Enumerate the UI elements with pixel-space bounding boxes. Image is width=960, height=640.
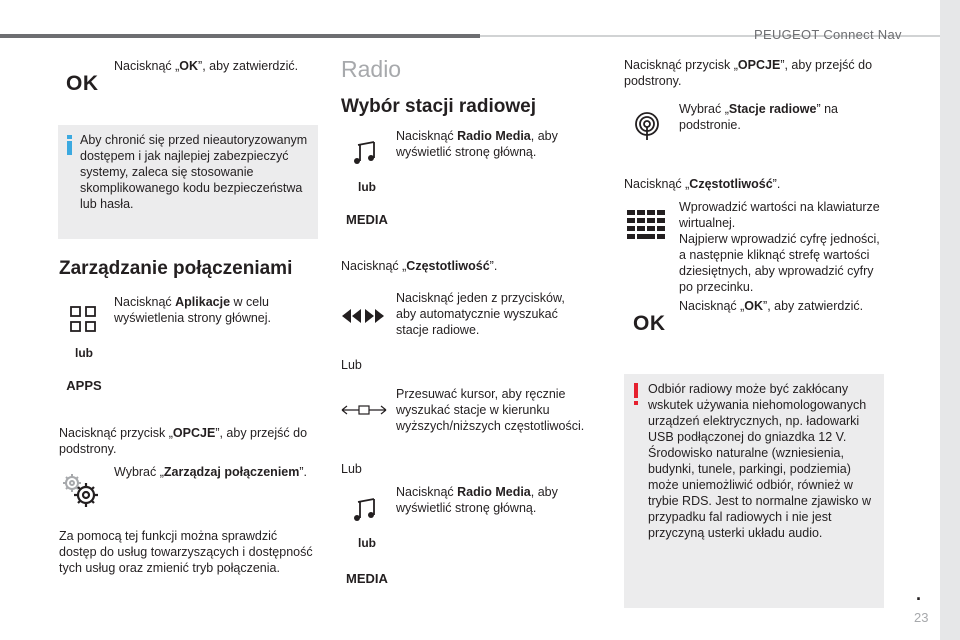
slider-icon [340, 404, 388, 416]
lub-caption-2: Lub [341, 462, 362, 476]
section-title-radio: Radio [341, 56, 402, 82]
page-number: 23 [914, 610, 929, 625]
brand-header: PEUGEOT Connect Nav [754, 27, 902, 42]
radio-media-step-1: Nacisknąć Radio Media, aby wyświetlić stronę główną. [396, 129, 558, 159]
heading-connections: Zarządzanie połączeniami [59, 258, 293, 279]
gear-icon [58, 470, 102, 510]
connections-closing-text: Za pomocą tej funkcji można sprawdzić dostęp do usług towarzyszących i dostępność tych usług oraz zmienić tryb połączenia. [59, 529, 313, 575]
stations-step-text: Wybrać „Stacje radiowe” na podstronie. [679, 102, 838, 132]
apps-label: APPS [66, 378, 102, 393]
options-step-text: Nacisknąć przycisk „OPCJE”, aby przejść do podstrony. [624, 58, 873, 88]
lub-label: lub [358, 536, 376, 550]
music-note-icon [352, 497, 378, 523]
media-label: MEDIA [346, 571, 388, 586]
info-note-box [58, 125, 318, 239]
frequency-step: Nacisknąć „Częstotliwość”. [624, 177, 781, 191]
keypad-icon [627, 210, 667, 240]
top-rule [0, 34, 480, 38]
info-note-text: Aby chronić się przed nieautoryzowanym dostępem i jak najlepiej zabezpieczyć systemy, zaleca się stosowanie skomplikowanego kodu bezpieczeństwa lub hasła. [80, 133, 308, 211]
continue-marker: . [916, 584, 922, 604]
lub-label: lub [358, 180, 376, 194]
ok-icon: OK [633, 312, 666, 335]
warning-icon [634, 383, 638, 405]
ok-text: Nacisknąć „OK”, aby zatwierdzić. [114, 59, 299, 73]
options-step-text: Nacisknąć przycisk „OPCJE”, aby przejść do podstrony. [59, 426, 308, 456]
warning-note-box [624, 374, 884, 608]
apps-grid-icon [70, 306, 96, 332]
keyboard-step-text: Wprowadzić wartości na klawiaturze wirtualnej. Najpierw wprowadzić cyfrę jedności, a następnie kliknąć strefę wartości dziesiętnych, aby wprowadzić cyfry po przecinku. [679, 200, 880, 294]
seek-arrows-icon [340, 307, 386, 325]
warning-note-text: Odbiór radiowy może być zakłócany wskutek używania niehomologowanych urządzeń elektrycznych, np. ładowarki USB podłączonej do gniazdka 12 V. Środowisko naturalne (wzniesienia, budynki, tunele, parkingi, podziemia) może uniemożliwić odbiór, również w trybie RDS. Jest to normalne zjawisko w przypadku fal radiowych i nie jest przyczyną usterki układu audio. [648, 382, 871, 540]
lub-caption-1: Lub [341, 358, 362, 372]
info-icon [67, 135, 72, 155]
slider-step-text: Przesuwać kursor, aby ręcznie wyszukać stacje w kierunku wyższych/niższych częstotliwości. [396, 387, 585, 433]
heading-station-select: Wybór stacji radiowej [341, 96, 536, 117]
ok-icon: OK [66, 72, 99, 95]
ok-text: Nacisknąć „OK”, aby zatwierdzić. [679, 299, 864, 313]
frequency-step: Nacisknąć „Częstotliwość”. [341, 259, 498, 273]
right-margin-bar [940, 0, 960, 640]
seek-step-text: Nacisknąć jeden z przycisków, aby automatycznie wyszukać stacje radiowe. [396, 291, 565, 337]
media-label: MEDIA [346, 212, 388, 227]
apps-step-text: Nacisknąć Aplikacje w celu wyświetlenia strony głównej. [114, 295, 272, 325]
radio-antenna-icon [634, 111, 660, 141]
radio-media-step-2: Nacisknąć Radio Media, aby wyświetlić stronę główną. [396, 485, 558, 515]
manage-step-text: Wybrać „Zarządzaj połączeniem”. [114, 465, 307, 479]
lub-label: lub [75, 346, 93, 360]
music-note-icon [352, 140, 378, 166]
